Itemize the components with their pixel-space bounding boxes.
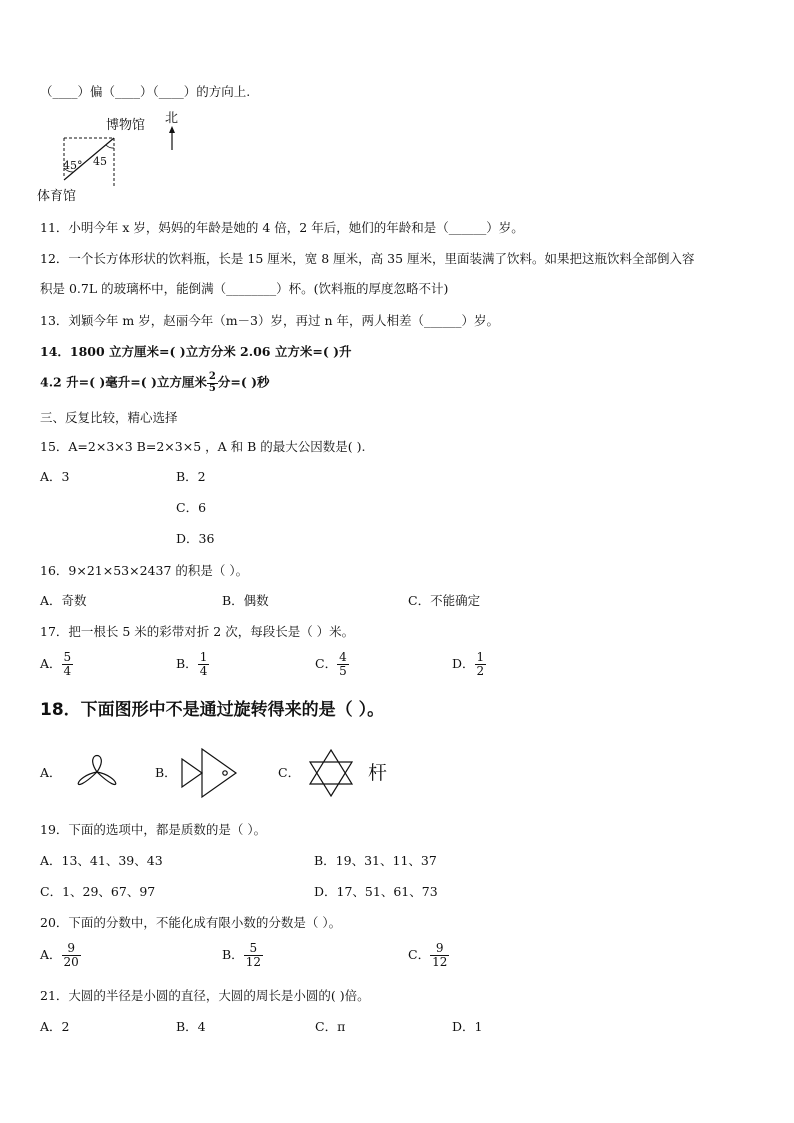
q20-b-num: 5 [244, 942, 263, 956]
q18-option-b-label[interactable]: B． [155, 765, 177, 780]
angle-left-label: 45° [63, 159, 83, 172]
q17-option-a[interactable] [40, 651, 73, 677]
q19-option-d[interactable]: D．17、51、61、73 [314, 884, 438, 899]
question-12-line2: 积是 0.7L 的玻璃杯中，能倒满（________）杯。(饮料瓶的厚度忽略不计) [40, 281, 449, 296]
q15-option-b[interactable]: B．2 [176, 469, 206, 484]
question-19: 19．下面的选项中，都是质数的是（ ）。 [40, 822, 267, 837]
q17-d-num: 1 [476, 650, 485, 664]
question-20: 20．下面的分数中，不能化成有限小数的分数是（ ）。 [40, 915, 342, 930]
q17-a-den: 4 [63, 663, 72, 678]
question-12-line1: 12．一个长方体形状的饮料瓶，长是 15 厘米，宽 8 厘米，高 35 厘米，里面装满了饮料。如果把这瓶饮料全部倒入容 [40, 251, 695, 266]
question-21: 21．大圆的半径是小圆的直径，大圆的周长是小圆的( )倍。 [40, 988, 370, 1003]
q17-c-label: C． [315, 655, 338, 671]
q20-a-den: 20 [63, 954, 79, 969]
section-3-heading: 三、反复比较，精心选择 [40, 410, 178, 425]
q17-d-fraction [475, 651, 487, 677]
q20-c-fraction [430, 942, 449, 968]
q15-option-c[interactable]: C．6 [176, 500, 207, 515]
q15-option-d[interactable]: D．36 [176, 531, 215, 546]
q20-c-den: 12 [432, 954, 448, 969]
q17-a-fraction [62, 651, 74, 677]
question-15: 15．A=2×3×3 B=2×3×5 ，A 和 B 的最大公因数是( ). [40, 439, 366, 454]
star-of-david-figure [306, 748, 356, 798]
q16-option-b[interactable]: B．偶数 [222, 593, 269, 608]
q18-option-a-label[interactable]: A． [40, 765, 62, 780]
q14-part-b: 分=( )秒 [217, 374, 270, 390]
three-petal-figure [66, 748, 128, 798]
q17-a-num: 5 [63, 650, 72, 664]
q17-option-d[interactable] [452, 651, 486, 677]
gym-label: 体育馆 [37, 189, 77, 204]
q18-glyph: 杆 [368, 762, 388, 784]
north-label: 北 [165, 111, 179, 126]
q19-option-a[interactable]: A．13、41、39、43 [40, 853, 163, 868]
q21-option-c[interactable]: C．π [315, 1019, 346, 1034]
question-17: 17．把一根长 5 米的彩带对折 2 次，每段长是（ ）米。 [40, 624, 355, 639]
q17-b-fraction [198, 651, 210, 677]
q14-fraction [207, 372, 218, 394]
q17-c-num: 4 [339, 650, 347, 664]
q17-d-den: 2 [476, 663, 485, 678]
q20-b-fraction [244, 942, 263, 968]
q19-option-c[interactable]: C．1、29、67、97 [40, 884, 156, 899]
q20-a-num: 9 [62, 942, 81, 956]
q20-option-b[interactable] [222, 942, 263, 968]
q20-option-c[interactable] [408, 942, 449, 968]
q17-d-label: D． [452, 655, 475, 671]
q21-option-b[interactable]: B．4 [176, 1019, 206, 1034]
q17-a-label: A． [40, 655, 62, 671]
q14-frac-den: 5 [208, 382, 216, 394]
question-16: 16．9×21×53×2437 的积是（ ）。 [40, 563, 249, 578]
q16-option-a[interactable]: A．奇数 [40, 593, 87, 608]
question-11: 11．小明今年 x 岁，妈妈的年龄是她的 4 倍，2 年后，她们的年龄和是（______）岁。 [40, 220, 524, 235]
q20-option-a[interactable] [40, 942, 81, 968]
q17-b-label: B． [176, 655, 198, 671]
q21-option-d[interactable]: D．1 [452, 1019, 483, 1034]
q20-b-den: 12 [245, 954, 261, 969]
q20-a-fraction [62, 942, 81, 968]
q18-option-c-label[interactable]: C． [278, 765, 301, 780]
q17-c-fraction [337, 651, 349, 677]
question-13: 13．刘颖今年 m 岁，赵丽今年（m－3）岁，再过 n 年，两人相差（______）岁。 [40, 313, 500, 328]
q14-frac-num: 2 [208, 371, 216, 382]
q20-a-label: A． [40, 946, 62, 962]
question-18: 18．下面图形中不是通过旋转得来的是（ ）。 [40, 700, 385, 720]
q20-c-label: C． [408, 946, 431, 962]
museum-label: 博物馆 [106, 118, 146, 133]
fish-figure [180, 747, 242, 799]
angle-right-label: 45 [93, 155, 107, 168]
q20-b-label: B． [222, 946, 244, 962]
q19-option-b[interactable]: B．19、31、11、37 [314, 853, 437, 868]
q17-b-den: 4 [199, 663, 208, 678]
q16-option-c[interactable]: C．不能确定 [408, 593, 481, 608]
q10-answer-line: （____）偏（____）（____）的方向上. [40, 84, 251, 99]
question-14-line1: 14．1800 立方厘米=( )立方分米 2.06 立方米=( )升 [40, 344, 352, 359]
question-14-line2 [40, 372, 270, 394]
q15-option-a[interactable]: A．3 [40, 469, 70, 484]
q17-option-c[interactable] [315, 651, 349, 677]
q20-c-num: 9 [430, 942, 449, 956]
q21-option-a[interactable]: A．2 [40, 1019, 70, 1034]
q14-part-a: 4.2 升=( )毫升=( )立方厘米 [40, 374, 207, 390]
q17-b-num: 1 [199, 650, 208, 664]
q17-c-den: 5 [339, 663, 347, 678]
q17-option-b[interactable] [176, 651, 209, 677]
